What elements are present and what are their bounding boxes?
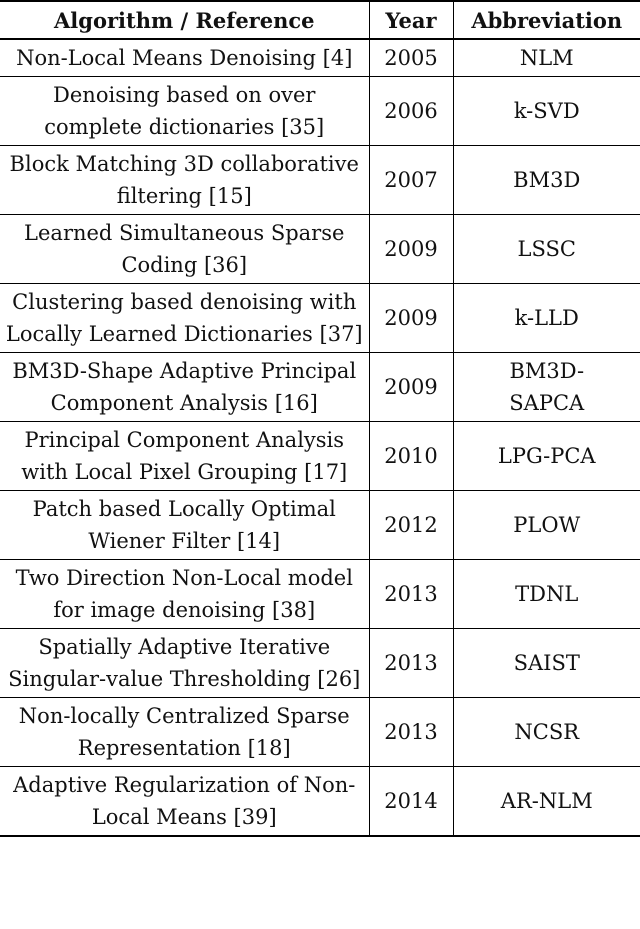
year-cell: 2006 — [369, 77, 453, 146]
table-row — [0, 698, 640, 767]
year-cell: 2013 — [369, 560, 453, 629]
table-row — [0, 629, 640, 698]
abbreviation-text: BM3D-SAPCA — [509, 359, 585, 415]
abbreviation-cell: k-SVD — [453, 77, 640, 146]
reference-cell: Spatially Adaptive Iterative Singular-value Thresholding [26] — [0, 629, 369, 698]
abbreviation-cell: LSSC — [453, 215, 640, 284]
reference-cell: BM3D-Shape Adaptive Principal Component Analysis [16] — [0, 353, 369, 422]
reference-cell: Adaptive Regularization of Non-Local Means [39] — [0, 767, 369, 837]
abbreviation-cell: TDNL — [453, 560, 640, 629]
table-row — [0, 767, 640, 837]
header-abbreviation: Abbreviation — [453, 1, 640, 39]
reference-cell: Learned Simultaneous Sparse Coding [36] — [0, 215, 369, 284]
reference-cell: Block Matching 3D collaborative filtering [15] — [0, 146, 369, 215]
year-cell: 2007 — [369, 146, 453, 215]
abbreviation-cell — [453, 353, 640, 422]
table-row — [0, 284, 640, 353]
reference-cell: Two Direction Non-Local model for image denoising [38] — [0, 560, 369, 629]
year-cell: 2009 — [369, 284, 453, 353]
table-row — [0, 146, 640, 215]
reference-cell: Principal Component Analysis with Local Pixel Grouping [17] — [0, 422, 369, 491]
header-row — [0, 1, 640, 39]
table-row — [0, 39, 640, 77]
table-row — [0, 422, 640, 491]
abbreviation-cell: NLM — [453, 39, 640, 77]
reference-cell: Non-locally Centralized Sparse Representation [18] — [0, 698, 369, 767]
header-year: Year — [369, 1, 453, 39]
table-row — [0, 353, 640, 422]
abbreviation-cell: PLOW — [453, 491, 640, 560]
reference-cell: Denoising based on over complete dictionaries [35] — [0, 77, 369, 146]
table-row — [0, 560, 640, 629]
reference-cell: Non-Local Means Denoising [4] — [0, 39, 369, 77]
abbreviation-cell: AR-NLM — [453, 767, 640, 837]
abbreviation-cell: SAIST — [453, 629, 640, 698]
year-cell: 2012 — [369, 491, 453, 560]
table-row — [0, 215, 640, 284]
year-cell: 2009 — [369, 215, 453, 284]
table-row — [0, 491, 640, 560]
year-cell: 2013 — [369, 698, 453, 767]
table-row — [0, 77, 640, 146]
year-cell: 2014 — [369, 767, 453, 837]
abbreviation-cell: NCSR — [453, 698, 640, 767]
header-algorithm-reference: Algorithm / Reference — [0, 1, 369, 39]
year-cell: 2005 — [369, 39, 453, 77]
reference-cell: Patch based Locally Optimal Wiener Filter [14] — [0, 491, 369, 560]
year-cell: 2013 — [369, 629, 453, 698]
year-cell: 2010 — [369, 422, 453, 491]
abbreviation-cell: LPG-PCA — [453, 422, 640, 491]
abbreviation-cell: BM3D — [453, 146, 640, 215]
abbreviation-cell: k-LLD — [453, 284, 640, 353]
year-cell: 2009 — [369, 353, 453, 422]
reference-cell: Clustering based denoising with Locally Learned Dictionaries [37] — [0, 284, 369, 353]
